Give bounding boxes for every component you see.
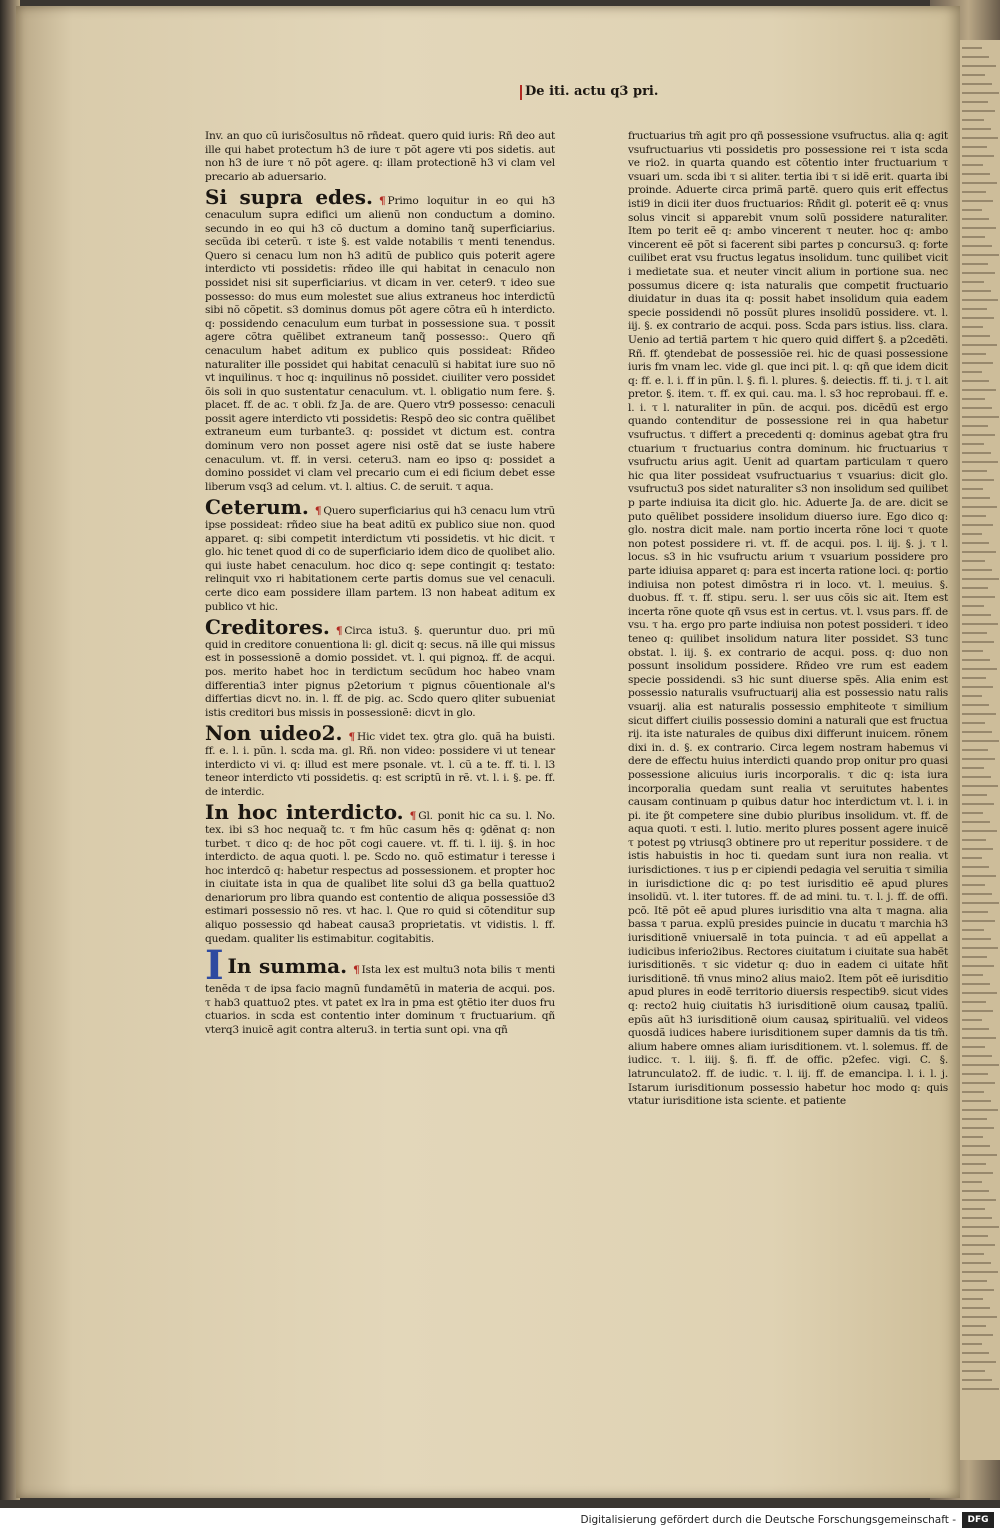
facing-page-line: [962, 353, 986, 355]
rubric-pilcrow-icon: ¶: [348, 731, 356, 744]
facing-page-line: [962, 209, 982, 211]
facing-page-line: [962, 191, 986, 193]
facing-page-line: [962, 1046, 985, 1048]
facing-page-line: [962, 1325, 986, 1327]
facing-page-line: [962, 1118, 987, 1120]
facing-page-line: [962, 533, 982, 535]
facing-page-line: [962, 461, 998, 463]
paragraph-text: Primo loquitur in eo qui h3 cenaculum supra edifici um alienũ non conductum a domino. secundo in eo qui h3 cõ ductum a domino tanq̃ superficiarius. secũda ibi ceterũ. τ iste §. est valde notabilis τ menti tenendus. Quero si cenacu lum non h3 aditũ de publico quis poterit agere interdicto vti possidetis: rñdeo ille qui habitat in cenaculo non possidet nisi sit superficiarius. vt dicam in ver. ceter9. τ ideo sue possesso: do mus eum molestet sue alius extraneus hoc interdictũ sibi nõ cõpetit. s3 dominus domus põt agere cõtra eũ h interdicto. q: possidendo cenaculum eum turbat in possessione sua. τ possit agere cõtra quẽlibet extraneum tanq̃ possesso:. Quero qñ cenaculum habet aditum ex publico quis possideat: Rñdeo naturaliter ille possidet qui habitat cenaculũ si habitat iure suo nõ vt inquilinus. τ hoc q: inquilinus nõ possidet. ciuiliter vero possidet õis soli in quo sustentatur cenaculum. vt. l. obligatio num fere. §. placet. ff. de ac. τ obli. fz Ja. de are. Quero vtr9 possesso: cenaculi possit agere interdicto vti possidetis: Respõ deo sic contra quẽlibet extraneum eum turbante3. q: possidet vt dictum est. contra dominum vero non posset agere nisi ostẽ dat se iuste habere cenaculum. vt. ff. in versi. ceteru3. nam eo ipso q: possidet a domino possidet vi clam vel precario cum ei edi ficium debet esse liberum vsq3 ad celum. vt. l. altius. C. de seruit. τ aqua.: [205, 195, 556, 493]
rubric-pilcrow-icon: ¶: [409, 810, 417, 823]
facing-page-line: [962, 326, 983, 328]
facing-page-line: [962, 956, 987, 958]
paragraph-text: Quero superficiarius qui h3 cenacu lum vtrũ ipse possideat: rñdeo siue ha beat aditũ ex publico siue non. quod apparet. q: sibi competit interdictum vti possidetis. vt hic dicit. τ glo. hic tenet quod di co de superficiario idem dico de quolibet alio. qui iuste habet cenaculum. hoc dico q: sepe contingit q: testato: relinquit vxo ri habitationem certe partis domus sue vel cenaculi. certe dico eam possidere illam partem. l3 non habeat aditum ex publico vt hic.: [205, 505, 555, 613]
facing-page-line: [962, 299, 998, 301]
running-head: De iti. actu q3 pri.: [525, 84, 659, 99]
rubric-pilcrow-icon: ¶: [314, 505, 322, 518]
facing-page-line: [962, 1127, 994, 1129]
footer-bar: [0, 1508, 1000, 1534]
facing-page-line: [962, 128, 991, 130]
facing-page-line: [962, 587, 988, 589]
facing-page-line: [962, 686, 993, 688]
facing-page-line: [962, 1298, 983, 1300]
facing-page-line: [962, 1028, 989, 1030]
footer-credit: Digitalisierung gefördert durch die Deutsche Forschungsgemeinschaft -: [580, 1514, 956, 1526]
facing-page-line: [962, 848, 993, 850]
facing-page-line: [962, 866, 989, 868]
facing-page-line: [962, 344, 997, 346]
facing-page-line: [962, 488, 983, 490]
facing-page-line: [962, 1163, 986, 1165]
facing-page-line: [962, 497, 990, 499]
facing-page-line: [962, 236, 985, 238]
facing-page-line: [962, 911, 988, 913]
facing-page-line: [962, 767, 984, 769]
facing-page-line: [962, 1208, 985, 1210]
facing-page-line: [962, 362, 993, 364]
facing-page-line: [962, 1091, 984, 1093]
rubric-pilcrow-icon: ¶: [379, 195, 386, 208]
facing-page-line: [962, 884, 985, 886]
paragraph-text: Circa istu3. §. queruntur duo. pri mũ quid in creditore conuentiona li: gl. dicit q: secus. nã ille qui missus est in possessionẽ a domio possidet. vt. l. qui pignoꝝ. ff. de acqui. pos. merito habet hoc in terdictum secũdum hoc habeo vnam differentia3 inter pignus p2etorium τ pignus cõuentionale al's differtias dicvt no. in. l. ff. de pig. ac. Scdo quero qliter subueniat istis creditori bus missis in possessionẽ: dicvt in glo.: [205, 625, 555, 719]
facing-page-line: [962, 137, 998, 139]
facing-page-line: [962, 1064, 999, 1066]
facing-page-line: [962, 380, 989, 382]
facing-page-line: [962, 1001, 986, 1003]
facing-page-line: [962, 794, 987, 796]
facing-page-line: [962, 524, 993, 526]
facing-page-line: [962, 632, 987, 634]
paragraph-text: fructuarius tm̃ agit pro qñ possessione vsufructus. alia q: agit vsufructuarius vti possidetis pro possessione rei τ ista scda ve rio2. in quarta quando est cõtentio inter fructuarium τ vsuari um. scda ibi τ si aliter. tertia ibi τ si idẽ erit. quarta ibi proinde. Aduerte circa primã partẽ. quero quis erit effectus isti9 in dicii iter duos fructuarios: Rñdit gl. poterit eẽ q: vnus solus vincit si apparebit vnum solũ possidere naturaliter. Item po terit eẽ q: ambo vincerent τ neuter. hoc q: ambo vincerent eẽ põt si facerent sibi partes p concursu3. q: forte cuilibet erat vsu fructus legatus insolidum. tunc quilibet vicit i medietate sua. et neuter vincit alium in portione sua. nec possumus dicere q: ista naturalis que competit fructuario diuidatur in duas ita q: possit habet insolidum quia eadem specie possidendi nõ possũt plures insolidũ possidere. vt. l. iij. §. ex contrario de acqui. poss. Scda pars istius. liss. clara. Uenio ad tertiã partem τ hic quero quid differt §. a p2cedẽti. Rñ. ff. ꝯtendebat de possessiõe rei. hic de quasi possessione iuris fm vnam lec. vide gl. que inci pit. l. q: qñ que idem dicit q: ff. e. l. i. ff in pũn. l. §. fi. l. plures. §. deiectis. ff. ti. j. τ l. ait pretor. §. item. τ. ff. ex qui. cau. ma. l. s3 hoc reprobaui. ff. e. l. i. τ l. naturaliter in pũn. de acqui. pos. dicẽdũ est ergo quando contenditur de possessione rei in qua habetur vsufructus. τ differt a precedenti q: dominus agebat ꝯtra fru ctuarium τ fructuarius contra dominum. hic fructuarius τ vsufructu arius agit. Uenit ad quartam particulam τ quero hic qua liter possideat vsufructuarius τ vsuarius: dicit glo. vsufructu3 pos sidet naturaliter s3 non insolidum sed quilibet p parte indiuisa ita dicit glo. hic. Aduerte Ja. de are. dicit se puto quẽlibet possidere insolidum diuerso iure. Ego dico q: glo. nostra dicit male. nam portio incerta rõne loci τ quote non potest possidere ri. vt. ff. de acqui. pos. l. iij. §. j. τ l. locus. s3 in hic vsufructu arium τ vsuarium possidere pro parte idiuisa apparet q: para est incerta ratione loci. q: portio indiuisa non potest dimõstra ri in loco. vt. l. meuius. §. duobus. ff. τ. ff. stipu. seru. l. ser uus cõis sic ait. Item est incerta rõne quote qñ vsus est in certus. vt. l. vsus pars. ff. de vsu. τ ha. ergo pro parte indiuisa non potest possideri. τ ideo teneo q: quilibet insolidum natura liter possidet. S3 tunc obstat. l. iij. §. ex contrario de acqui. poss. q: duo non possunt insolidum possidere. Rñdeo vre rum est eadem specie possidendi. s3 hic sunt diuerse spẽs. Alia enim est possessio naturalis vsufructuarij alia est possessio natu ralis vsuarij. alia est naturalis possessio emphiteote τ similium sicut differt ciuilis possessio domini a naturali que est fructua rij. ita iste naturales de quibus dixi differunt inuicem. rõnem dixi in. d. §. ex contrario. Circa legem nostram habemus vi dere de effectu huius interdicti quando prop onitur pro quasi possessione alicuius iuris incorporalis. τ dic q: ista iura incorporalia quedam sunt realia vt seruitutes habentes causam continuam p quibus datur hoc interdictum vt. l. i. in pi. ite p̃t competere sine dubio pluribus insolidum. vt. ff. de aqua quoti. τ esti. l. lutio. merito plures possent agere inuicẽ τ potest pꝯ vtriusq3 obtinere pro ut reperitur possidere. τ de istis habuistis in hoc ti. quedam sunt iura non realia. vt iurisdictiones. τ ius p er cipiendi pedagia vel seruitia τ similia in iurisdictione dic q: po test iurisditio eẽ apud plures insolidũ. vt. l. iter tutores. ff. de ad mini. tu. τ. l. j. ff. de offi. pcõ. Itẽ põt eẽ apud plures iurisditio vna alta τ magna. alia bassa τ parua. explũ presides puincie in ducatu τ marchia h3 iurisditionẽ vniuersalẽ in tota puincia. τ ad eũ appellat a iudicibus inferio2ibus. Rectores ciuitatum i ciuitate sua habẽt iurisditionẽs. τ sic videtur q: duo in eadem ci uitate hñt iurisditionẽ. tñ vnus mino2 alius maio2. Item põt eẽ iurisditio apud plures in eodẽ territorio diuersis respectib9. sicut vides q: recto2 huiꝯ ciuitatis h3 iurisditionẽ oium causaꝝ tpaliũ. epũs aũt h3 iurisditionẽ oium causaꝝ spiritualiũ. vel videos quosdã iudices habere iurisditionem super damnis da tis tm̃. alium habere omnes aliam iurisditionem. vt. l. solemus. ff. de iudicc. τ. l. iiij. §. fi. ff. de offic. p2efec. vigi. C. §. latrunculato2. ff. de iudic. τ. l. iij. ff. de emancipa. l. i. l. j. Istarum iurisditionum possessio habetur hoc modo q: quis vtatur iurisditione ista sciente. et patiente: [628, 130, 948, 1108]
facing-page-line: [962, 596, 995, 598]
rubric-pilcrow-icon: ¶: [335, 625, 343, 638]
facing-page-line: [962, 1361, 996, 1363]
facing-page-line: [962, 272, 995, 274]
facing-page-line: [962, 1343, 982, 1345]
facing-page-line: [962, 875, 996, 877]
facing-page-line: [962, 101, 988, 103]
facing-page-line: [962, 1253, 984, 1255]
left-column: [205, 130, 555, 1041]
facing-page-line: [962, 119, 984, 121]
right-column: [628, 130, 948, 1112]
facing-page-line: [962, 515, 986, 517]
facing-page-line: [962, 992, 997, 994]
commentary-paragraph: [205, 130, 555, 184]
facing-page-line: [962, 1226, 999, 1228]
facing-page-line: [962, 803, 994, 805]
facing-page-line: [962, 470, 987, 472]
facing-page-line: [962, 74, 985, 76]
facing-page-strip: [958, 40, 1000, 1460]
facing-page-line: [962, 146, 987, 148]
facing-page-line: [962, 1181, 982, 1183]
facing-page-line: [962, 560, 985, 562]
commentary-paragraph: [205, 497, 555, 614]
facing-page-line: [962, 641, 994, 643]
facing-page-line: [962, 317, 994, 319]
facing-page-line: [962, 416, 999, 418]
commentary-paragraph: [205, 187, 555, 494]
facing-page-line: [962, 1334, 993, 1336]
facing-page-line: [962, 434, 995, 436]
facing-page-line: [962, 785, 998, 787]
facing-page-line: [962, 974, 983, 976]
facing-page-line: [962, 1136, 983, 1138]
lemma-heading: In summa.: [227, 954, 348, 979]
commentary-paragraph: [205, 942, 556, 1037]
lemma-heading: Ceterum.: [205, 495, 309, 520]
facing-page-line: [962, 506, 997, 508]
paragraph-text: Ista lex est multu3 nota bilis τ menti tenẽda τ de ipsa facio magnũ fundamẽtũ in materia de acqui. pos. τ hab3 quattuo2 ptes. vt patet ex lra in pma est ꝯtẽtio iter duos fru ctuarios. in scda est contentio inter dominum τ fructuarium. qñ vterq3 inuicẽ agit contra alteru3. in tertia sunt opi. vna qñ: [205, 964, 556, 1037]
facing-page-line: [962, 164, 983, 166]
facing-page-line: [962, 227, 996, 229]
lemma-heading: Creditores.: [205, 615, 330, 640]
facing-page-line: [962, 902, 999, 904]
facing-page-line: [962, 1100, 991, 1102]
facing-page-line: [962, 335, 990, 337]
facing-page-line: [962, 290, 991, 292]
facing-page-line: [962, 704, 989, 706]
lemma-heading: Si supra edes.: [205, 185, 373, 210]
facing-page-line: [962, 1037, 996, 1039]
facing-page-line: [962, 839, 986, 841]
decorated-initial: I: [205, 942, 224, 990]
facing-page-line: [962, 677, 986, 679]
facing-page-line: [962, 830, 997, 832]
facing-page-line: [962, 110, 995, 112]
facing-page-line: [962, 578, 999, 580]
facing-page-line: [962, 200, 993, 202]
facing-page-line: [962, 1019, 982, 1021]
facing-page-line: [962, 821, 990, 823]
facing-page-line: [962, 1244, 995, 1246]
facing-page-line: [962, 695, 982, 697]
facing-page-line: [962, 668, 997, 670]
facing-page-line: [962, 1073, 988, 1075]
facing-page-line: [962, 893, 992, 895]
facing-page-line: [962, 551, 996, 553]
facing-page-line: [962, 605, 984, 607]
facing-page-line: [962, 1217, 992, 1219]
commentary-paragraph: [205, 723, 555, 799]
facing-page-line: [962, 1190, 989, 1192]
facing-page-line: [962, 623, 998, 625]
paragraph-text: Hic videt tex. ꝯtra glo. quã ha buisti. ff. e. l. i. pũn. l. scda ma. gl. Rñ. non video: possidere vi ut tenear interdicto vi vi. q: illud est mere psonale. vt. l. cũ a te. ff. ti. l. l3 teneor interdicto vti possidetis. q: est scriptũ in rẽ. vt. l. i. §. pe. ff. de interdic.: [205, 731, 555, 798]
facing-page-line: [962, 713, 996, 715]
commentary-paragraph: [628, 130, 948, 1109]
facing-page-line: [962, 722, 985, 724]
facing-page-line: [962, 65, 996, 67]
facing-page-line: [962, 173, 990, 175]
facing-page-line: [962, 731, 992, 733]
facing-page-line: [962, 1109, 998, 1111]
facing-page-line: [962, 155, 994, 157]
facing-page-line: [962, 92, 999, 94]
facing-page-line: [962, 425, 988, 427]
facing-page-line: [962, 308, 987, 310]
facing-page-line: [962, 1145, 990, 1147]
facing-page-line: [962, 758, 995, 760]
facing-page-line: [962, 1352, 989, 1354]
facing-page-line: [962, 569, 992, 571]
facing-page-line: [962, 938, 991, 940]
facing-page-line: [962, 83, 992, 85]
facing-page-line: [962, 1055, 992, 1057]
facing-page-line: [962, 1307, 990, 1309]
facing-page-line: [962, 398, 985, 400]
facing-page-line: [962, 443, 984, 445]
paragraph-text: Gl. ponit hic ca su. l. No. tex. ibi s3 hoc nequaq̃ tc. τ fm hũc casum hẽs q: ꝯdẽnat q: non turbet. τ dico q: de hoc põt cogi cauere. vt. ff. ti. l. iij. §. in hoc interdicto. de aqua quoti. l. pe. Scdo no. quõ estimatur i teresse i hoc interdcõ q: habetur respectus ad possessionem. et propter hoc in ciuitate ista in qua de qualibet lite solui d3 ga bella quattuo2 denariorum pro libra quando est contentio de aliqua possessiõe d3 estimari possessio nõ res. vt hac. l. Que ro quid si cõtenditur sup aliquo possessio qd habeat causa3 proprietatis. vt vidistis. l. ff. quedam. qualiter lis estimabitur. cogitabitis.: [205, 810, 555, 945]
facing-page-line: [962, 263, 988, 265]
facing-page-line: [962, 1289, 994, 1291]
facing-page-line: [962, 182, 997, 184]
facing-page-line: [962, 47, 982, 49]
facing-page-line: [962, 371, 982, 373]
facing-page-line: [962, 965, 994, 967]
facing-page-line: [962, 857, 982, 859]
facing-page-line: [962, 1370, 985, 1372]
facing-page-line: [962, 776, 991, 778]
facing-page-line: [962, 650, 983, 652]
facing-page-line: [962, 1316, 997, 1318]
facing-page-line: [962, 929, 984, 931]
facing-page-line: [962, 56, 989, 58]
facing-page-line: [962, 254, 999, 256]
facing-page-line: [962, 740, 999, 742]
facing-page-line: [962, 812, 983, 814]
facing-page-line: [962, 1271, 998, 1273]
facing-page-line: [962, 1154, 997, 1156]
facing-page-line: [962, 1082, 995, 1084]
lemma-heading: Non uideo2.: [205, 721, 343, 746]
facing-page-line: [962, 983, 990, 985]
commentary-paragraph: [205, 617, 555, 720]
facing-page-line: [962, 1388, 999, 1390]
facing-page-line: [962, 947, 998, 949]
facing-page-line: [962, 1199, 996, 1201]
facing-page-line: [962, 920, 995, 922]
facing-page-line: [962, 389, 996, 391]
facing-page-line: [962, 479, 994, 481]
facing-page-line: [962, 245, 992, 247]
facing-page-line: [962, 1010, 993, 1012]
facing-page-line: [962, 659, 990, 661]
facing-page-line: [962, 1172, 993, 1174]
commentary-paragraph: [205, 802, 555, 946]
facing-page-line: [962, 749, 988, 751]
rubric-pilcrow-icon: ¶: [353, 964, 360, 977]
paragraph-text: Inv. an quo cũ iurisc̃osultus nõ rñdeat. quero quid iuris: Rñ deo aut ille qui habet protectum h3 de iure τ põt agere vti pos sidetis. aut non h3 de iure τ nõ põt agere. q: illam protectionẽ h3 vi clam vel precario ab aduersario.: [205, 130, 555, 183]
facing-page-line: [962, 407, 992, 409]
dfg-logo-icon: DFG: [962, 1512, 994, 1528]
facing-page-line: [962, 1262, 991, 1264]
facing-page-line: [962, 281, 984, 283]
facing-page-line: [962, 1379, 992, 1381]
facing-page-line: [962, 542, 989, 544]
facing-page-line: [962, 1280, 987, 1282]
facing-page-line: [962, 614, 991, 616]
facing-page-line: [962, 218, 989, 220]
lemma-heading: In hoc interdicto.: [205, 800, 404, 825]
facing-page-line: [962, 1235, 988, 1237]
facing-page-line: [962, 452, 991, 454]
